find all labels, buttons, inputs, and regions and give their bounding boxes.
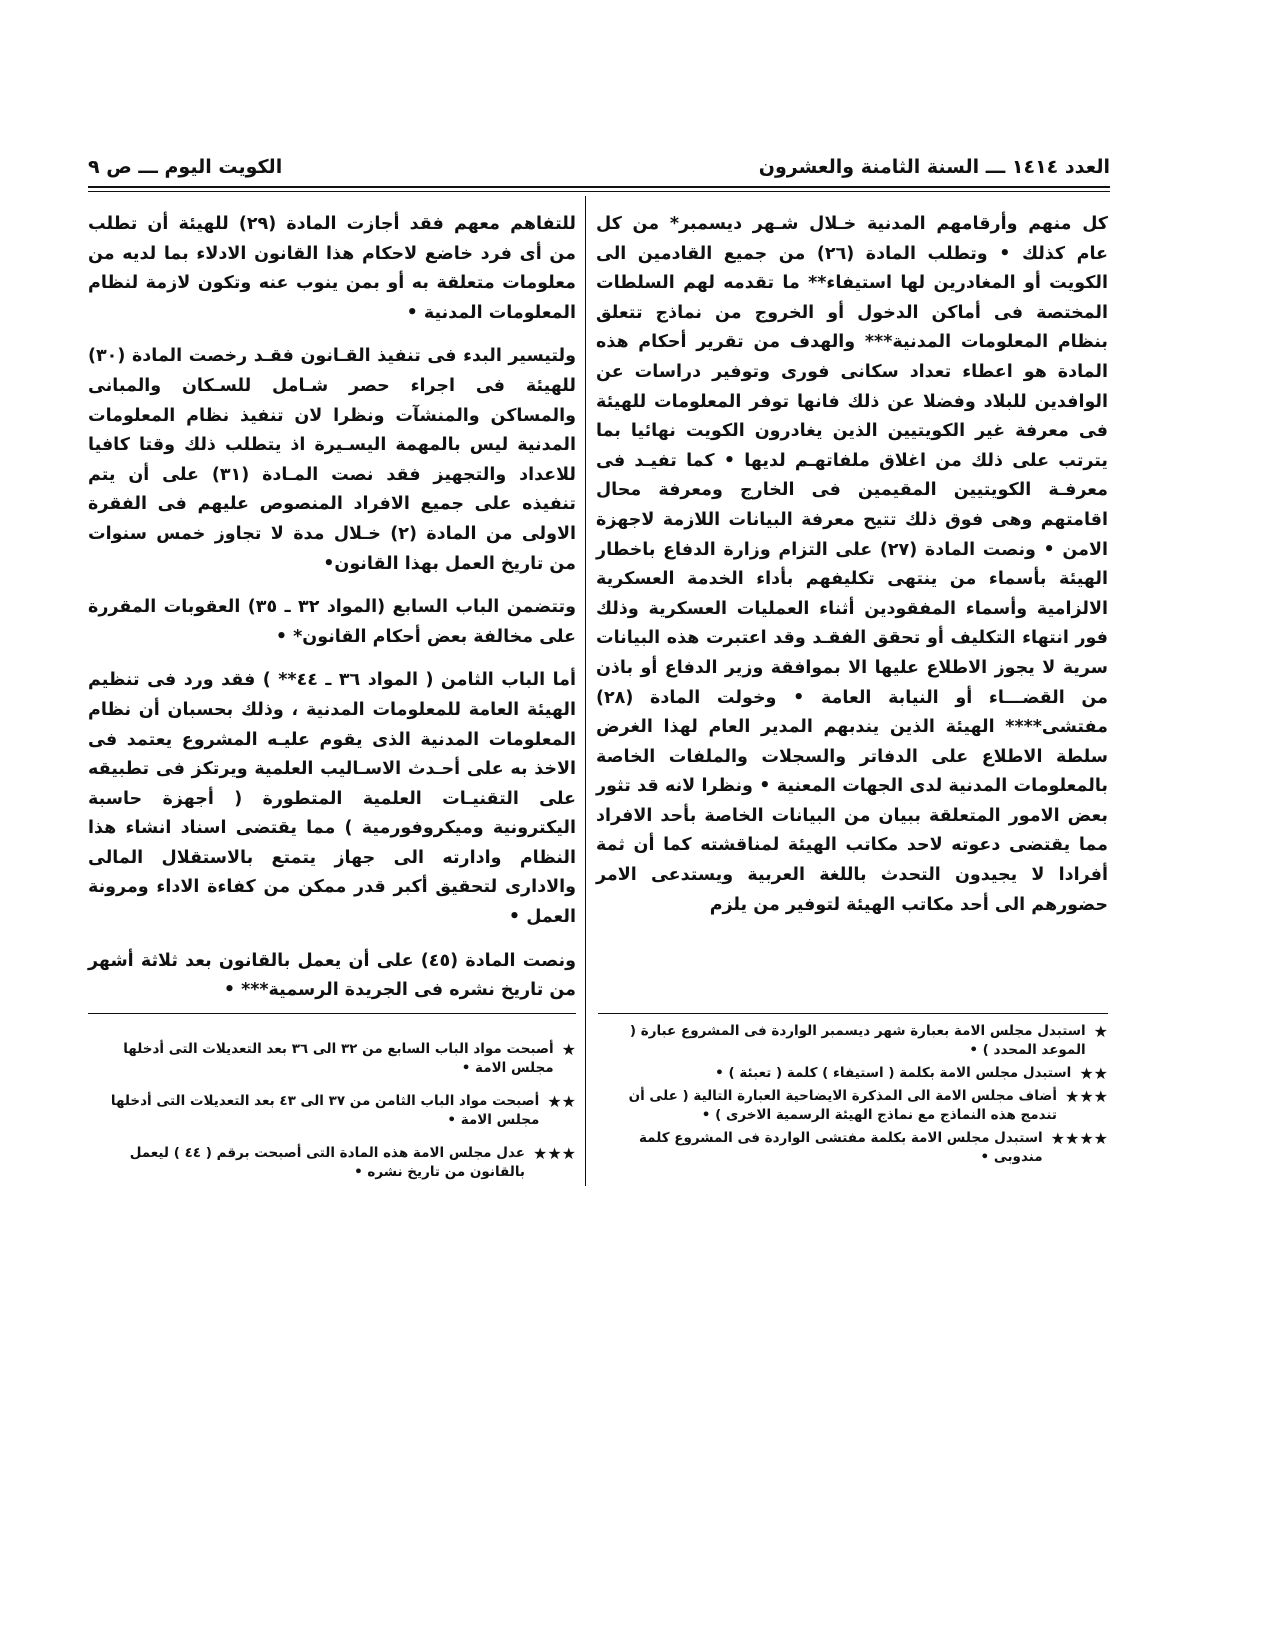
column-divider [585,196,586,1186]
header-rule [88,186,1110,188]
right-footnotes [598,1022,1108,1171]
paragraph: أما الباب الثامن ( المواد ٣٦ ـ ٤٤** ) فقد ورد فى تنظيم الهيئة العامة للمعلومات المدنية ، وذلك بحسبان أن نظام المعلومات المدنية الذى يقوم عليـه المشروع يعتمد فى الاخذ به على أحـدث الاسـاليب العلمية ويرتكز فى تطبيقه على التقنيـات العلمية المتطورة ( أجهزة حاسبة اليكترونية وميكروفورمية ) مما يقتضى اسناد انشاء هذا النظام وادارته الى جهاز يتمتع بالاستقلال المالى والادارى لتحقيق أكبر قدر ممكن من كفاءة الاداء ومرونة العمل • [88,670,577,928]
star-icon: ★★★ [532,1144,576,1163]
paragraph: ولتيسير البدء فى تنفيذ القـانون فقـد رخصت المادة (٣٠) للهيئة فى اجراء حصر شـامل للسـكان والمبانى والمساكن والمنشآت ونظرا لان تنفيذ نظام المعلومات المدنية ليس بالمهمة اليسـيرة اذ يتطلب ذلك وقتا كافيا للاعداد والتجهيز فقد نصت المـادة (٣١) على أن يتم تنفيذه على جميع الافراد المنصوص عليهم فى الفقرة الاولى من المادة (٢) خـلال مدة لا تجاوز خمس سنوات من تاريخ العمل بهذا القانون• [88,346,576,574]
left-column [88,210,576,1020]
footnote-text: أصبحت مواد الباب الثامن من ٣٧ الى ٤٣ بعد التعديلات التى أدخلها مجلس الامة • [110,1093,540,1128]
footnote [88,1092,576,1130]
star-icon: ★ [561,1040,576,1059]
star-icon: ★★★★ [1050,1129,1108,1148]
footnote-rule [88,1013,576,1014]
footnote [88,1144,576,1182]
left-footnotes [88,1040,576,1196]
footnote-text: استبدل مجلس الامة بكلمة ( استيفاء ) كلمة ( تعبئة ) • [715,1065,1072,1081]
footnote [598,1129,1108,1167]
footnote-text: أصبحت مواد الباب السابع من ٣٢ الى ٣٦ بعد التعديلات التى أدخلها مجلس الامة • [123,1041,554,1076]
paragraph: وتتضمن الباب السابع (المواد ٣٢ ـ ٣٥) العقوبات المقررة على مخالفة بعض أحكام القانون* • [88,597,577,647]
page-number: الكويت اليوم ـــ ص ٩ [88,156,283,178]
header-rule-thin [88,191,1110,192]
star-icon: ★★ [547,1092,576,1111]
footnote-rule [598,1013,1108,1014]
paragraph: ونصت المادة (٤٥) على أن يعمل بالقانون بعد ثلاثة أشهر من تاريخ نشره فى الجريدة الرسمية*** • [88,950,577,1001]
page-header [88,152,1110,186]
issue-info: العدد ١٤١٤ ـــ السنة الثامنة والعشرون [758,156,1110,178]
footnote [88,1040,576,1078]
star-icon: ★★★ [1064,1087,1108,1106]
paragraph: للتفاهم معهم فقد أجازت المادة (٢٩) للهيئة أن تطلب من أى فرد خاضع لاحكام هذا القانون الادلاء بما لديه من معلومات متعلقة به أو بمن ينوب عنه وتكون لازمة لنظام المعلومات المدنية • [88,214,576,323]
footnote [598,1064,1108,1083]
footnote [598,1087,1108,1125]
star-icon: ★ [1093,1022,1108,1041]
right-column [596,210,1108,920]
footnote [598,1022,1108,1060]
footnote-text: استبدل مجلس الامة بعبارة شهر ديسمبر الواردة فى المشروع عبارة ( الموعد المحدد ) • [629,1023,1086,1058]
star-icon: ★★ [1079,1064,1108,1083]
paragraph: كل منهم وأرقامهم المدنية خـلال شـهر ديسمبر* من كل عام كذلك • وتطلب المادة (٢٦) من جميع القادمين الى الكويت أو المغادرين لها استيفاء** ما تقدمه لهم السلطات المختصة فى أماكن الدخول أو الخروج من نماذج تتعلق بنظام المعلومات المدنية*** والهدف من تقرير أحكام هذه المادة هو اعطاء تعداد سكانى فورى وتوفير دراسات عن الوافدين للبلاد وفضلا عن ذلك فانها توفر المعلومات للهيئة فى معرفة غير الكويتيين الذين يغادرون الكويت نهائيا بما يترتب على ذلك من اغلاق ملفاتهـم لديها • كما تفيـد فى معرفـة الكويتيين المقيمين فى الخارج ومعرفة محال اقامتهم وهى فوق ذلك تتيح معرفة البيانات اللازمة لاجهزة الامن • ونصت المادة (٢٧) على التزام وزارة الدفاع باخطار الهيئة بأسماء من ينتهى تكليفهم بأداء الخدمة العسكرية الالزامية وأسماء المفقودين أثناء العمليات العسكرية وذلك فور انتهاء التكليف أو تحقق الفقـد وقد اعتبرت هذه البيانات سرية لا يجوز الاطلاع عليها الا بموافقة وزير الدفاع أو باذن من القضـــاء أو النيابة العامة • وخولت المادة (٢٨) مفتشى**** الهيئة الذين يندبهم المدير العام لهذا الغرض سلطة الاطلاع على الدفاتر والسجلات والملفات الخاصة بالمعلومات المدنية لدى الجهات المعنية • ونظرا لانه قد تثور بعض الامور المتعلقة ببيان من البيانات الخاصة بأحد الافراد مما يقتضى دعوته لاحد مكاتب الهيئة لمناقشته كما أن ثمة أفرادا لا يجيدون التحدث باللغة العربية ويستدعى الامر حضورهم الى أحد مكاتب الهيئة لتوفير من يلزم [596,214,1108,915]
footnote-text: عدل مجلس الامة هذه المادة التى أصبحت برقم ( ٤٤ ) ليعمل بالقانون من تاريخ نشره • [129,1145,525,1180]
footnote-text: أضاف مجلس الامة الى المذكرة الايضاحية العبارة التالية ( على أن تندمج هذه النماذج مع نماذج الهيئة الرسمية الاخرى ) • [628,1088,1057,1123]
footnote-text: استبدل مجلس الامة بكلمة مفتشى الواردة فى المشروع كلمة مندوبى • [638,1130,1043,1165]
